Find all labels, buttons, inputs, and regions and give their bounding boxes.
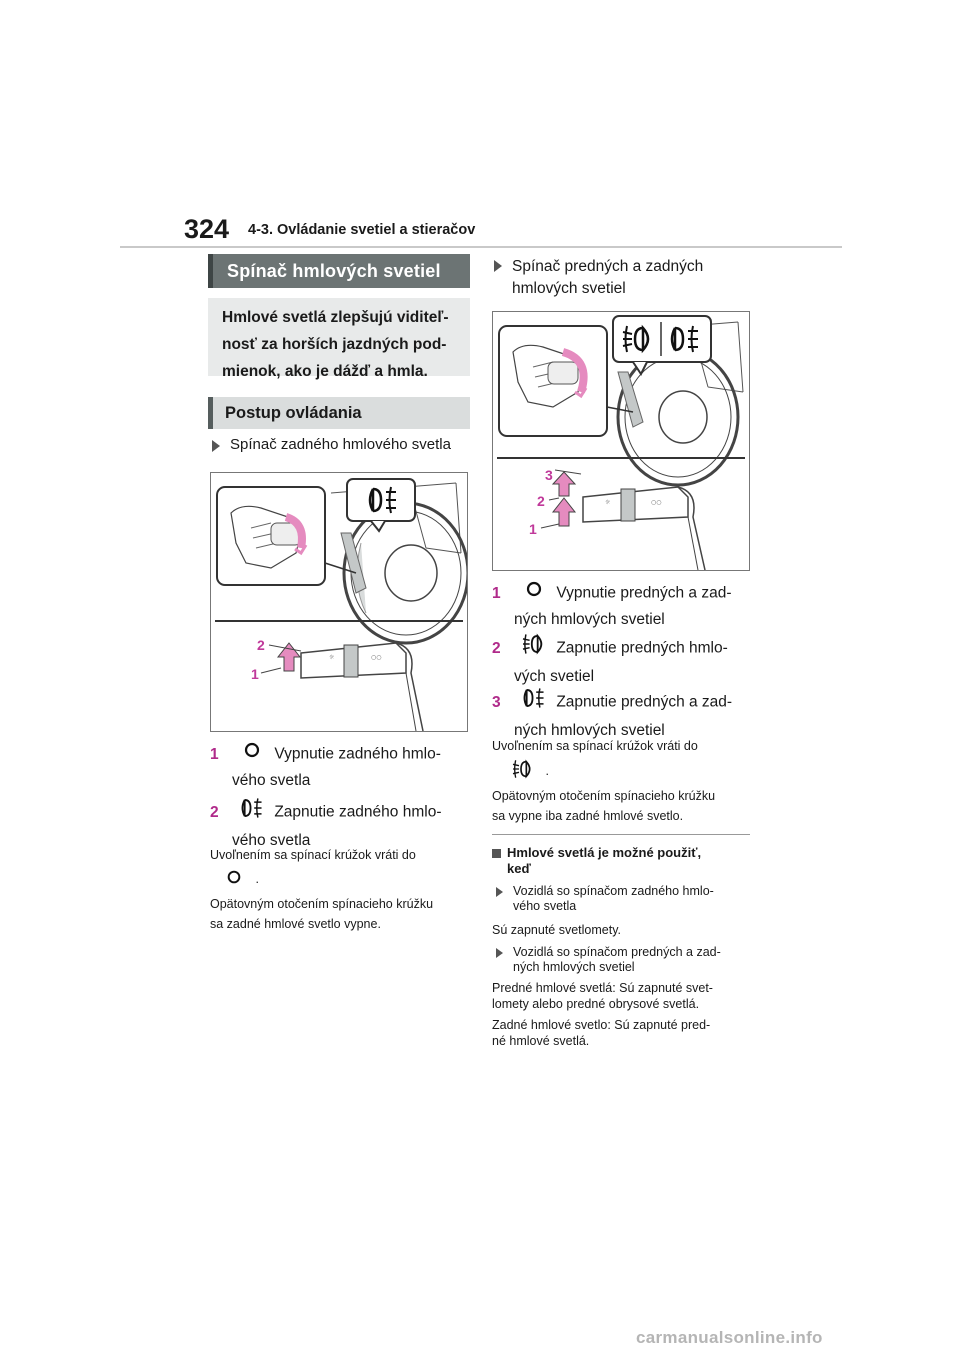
step-text: Vypnutie predných a zad- bbox=[556, 584, 732, 602]
figure-callout: 3 bbox=[545, 467, 553, 483]
front-fog-condition bbox=[492, 980, 754, 1012]
figure-callout: 1 bbox=[529, 521, 537, 537]
svg-text:☼: ☼ bbox=[605, 499, 611, 506]
step-text: vého svetla bbox=[232, 772, 311, 789]
condition-line: lomety alebo predné obrysové svetlá. bbox=[492, 997, 700, 1011]
label-line: Spínač predných a zadných bbox=[512, 258, 704, 275]
note-line: sa vypne iba zadné hmlové svetlo. bbox=[492, 809, 684, 823]
figure-callout: 2 bbox=[537, 493, 545, 509]
rear-switch-heading bbox=[208, 436, 470, 453]
front-rear-fog-switch-figure bbox=[492, 311, 750, 571]
period: . bbox=[255, 872, 259, 887]
turn-again-note bbox=[210, 894, 472, 934]
turn-again-note bbox=[492, 786, 754, 826]
right-step-1 bbox=[492, 580, 754, 633]
svg-text:☼: ☼ bbox=[329, 654, 335, 661]
intro-box bbox=[208, 298, 470, 380]
note-line: sa zadné hmlové svetlo vypne. bbox=[210, 917, 381, 931]
svg-text:○○: ○○ bbox=[651, 499, 662, 506]
rear-fog-light-icon bbox=[516, 687, 552, 718]
watermark: carmanualsonline.info bbox=[636, 1328, 823, 1347]
item-line: vého svetla bbox=[513, 899, 577, 913]
step-text: vého svetla bbox=[232, 832, 311, 849]
usage-heading-line: Hmlové svetlá je možné použiť, bbox=[507, 845, 702, 860]
step-text: vých svetiel bbox=[514, 668, 595, 685]
left-step-1 bbox=[210, 741, 472, 794]
rear-fog-light-icon bbox=[234, 797, 270, 828]
release-note-icon-line bbox=[512, 759, 549, 785]
subsection-title: Postup ovládania bbox=[208, 397, 470, 429]
svg-text:○○: ○○ bbox=[371, 654, 382, 661]
page-number: 324 bbox=[184, 214, 230, 244]
step-text: ných hmlových svetiel bbox=[514, 722, 665, 739]
step-number: 1 bbox=[210, 745, 219, 763]
item-line: ných hmlových svetiel bbox=[513, 960, 635, 974]
vehicle-rear-item bbox=[492, 884, 754, 914]
usage-heading-line: keď bbox=[507, 861, 531, 876]
step-number: 3 bbox=[492, 693, 501, 711]
step-number: 1 bbox=[492, 584, 501, 602]
figure-callout: 2 bbox=[257, 637, 265, 653]
step-text: Vypnutie zadného hmlo- bbox=[274, 745, 441, 763]
release-note: Uvoľnením sa spínací krúžok vráti do bbox=[492, 739, 698, 753]
step-text: Zapnutie predných hmlo- bbox=[556, 639, 728, 657]
section-divider bbox=[492, 834, 750, 835]
rear-fog-condition bbox=[492, 1017, 754, 1049]
front-fog-light-icon bbox=[516, 633, 552, 664]
step-text: Zapnutie zadného hmlo- bbox=[274, 803, 442, 821]
rear-fog-switch-illustration bbox=[211, 473, 467, 731]
fog-light-off-icon bbox=[516, 580, 552, 607]
period: . bbox=[545, 764, 549, 779]
bullet-triangle-icon bbox=[212, 440, 220, 452]
step-text: ných hmlových svetiel bbox=[514, 611, 665, 628]
square-bullet-icon bbox=[492, 849, 501, 858]
figure-callout: 1 bbox=[251, 666, 259, 682]
fog-light-off-icon bbox=[226, 869, 242, 891]
headlights-on-text: Sú zapnuté svetlomety. bbox=[492, 923, 622, 937]
front-rear-switch-heading bbox=[490, 256, 752, 300]
step-number: 2 bbox=[492, 639, 501, 657]
front-fog-light-icon bbox=[512, 759, 534, 785]
right-step-2 bbox=[492, 633, 754, 690]
intro-line: nosť za horších jazdných pod- bbox=[222, 336, 447, 353]
step-number: 2 bbox=[210, 803, 219, 821]
label-line: hmlových svetiel bbox=[512, 280, 626, 297]
front-rear-switch-label-block bbox=[512, 256, 703, 300]
intro-line: mienok, ako je dážď a hmla. bbox=[222, 363, 428, 380]
item-line: Vozidlá so spínačom predných a zad- bbox=[513, 945, 721, 959]
rear-fog-switch-figure bbox=[210, 472, 468, 732]
condition-line: né hmlové svetlá. bbox=[492, 1034, 590, 1048]
item-line: Vozidlá so spínačom zadného hmlo- bbox=[513, 884, 714, 898]
fog-light-off-icon bbox=[234, 741, 270, 768]
note-line: Opätovným otočením spínacieho krúžku bbox=[492, 789, 716, 803]
step-text: Zapnutie predných a zad- bbox=[556, 693, 733, 711]
intro-line: Hmlové svetlá zlepšujú viditeľ- bbox=[222, 309, 449, 326]
rear-switch-label: Spínač zadného hmlového svetla bbox=[230, 436, 451, 453]
note-line: Opätovným otočením spínacieho krúžku bbox=[210, 897, 434, 911]
bullet-triangle-icon bbox=[494, 260, 502, 272]
release-note-icon-line bbox=[226, 869, 259, 891]
bullet-triangle-icon bbox=[496, 887, 503, 897]
vehicle-front-rear-item bbox=[492, 945, 754, 975]
breadcrumb: 4-3. Ovládanie svetiel a stieračov bbox=[248, 222, 476, 238]
condition-line: Predné hmlové svetlá: Sú zapnuté svet- bbox=[492, 981, 713, 995]
section-title: Spínač hmlových svetiel bbox=[208, 254, 470, 288]
usage-heading bbox=[492, 845, 750, 877]
bullet-triangle-icon bbox=[496, 948, 503, 958]
condition-line: Zadné hmlové svetlo: Sú zapnuté pred- bbox=[492, 1018, 711, 1032]
release-note: Uvoľnením sa spínací krúžok vráti do bbox=[210, 848, 416, 862]
front-rear-fog-switch-illustration bbox=[493, 312, 749, 570]
header-rule bbox=[120, 246, 842, 248]
